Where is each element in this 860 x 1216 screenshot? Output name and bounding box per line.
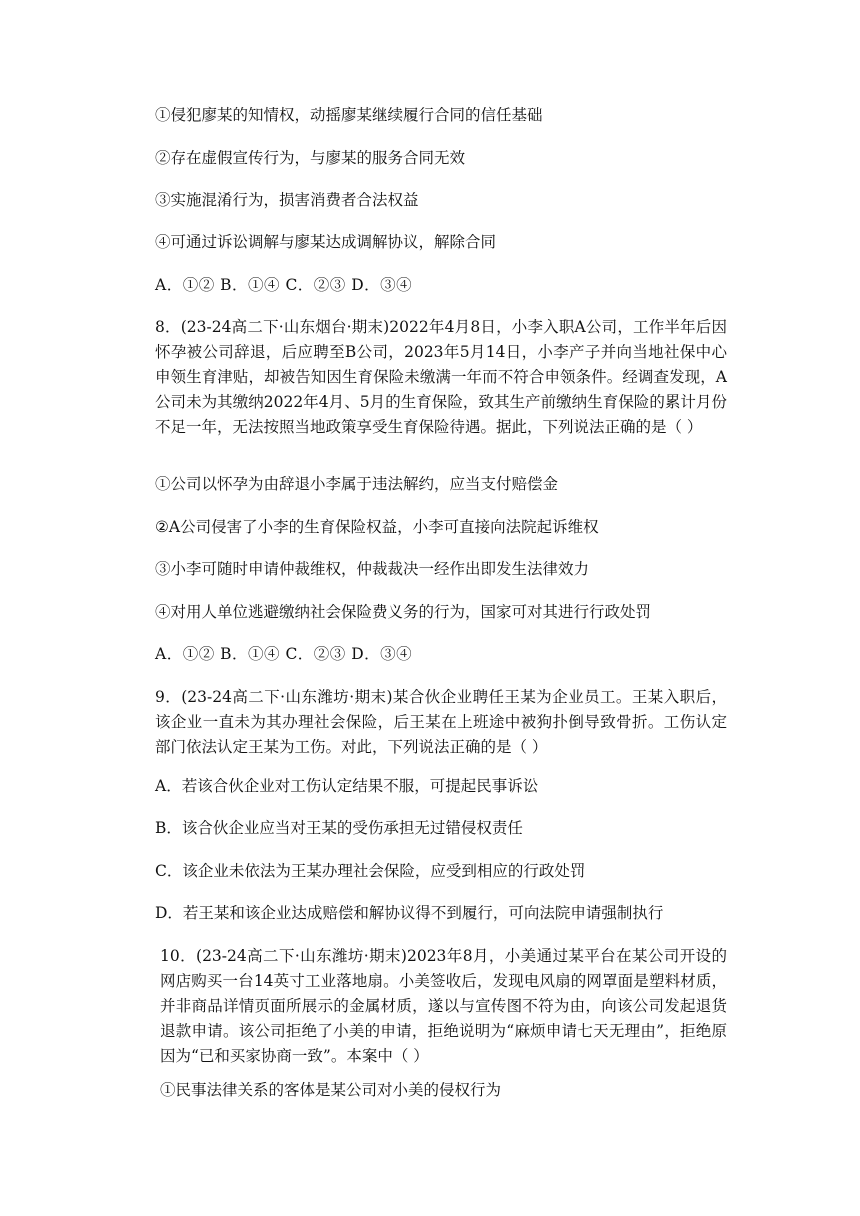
q10-stem: 10．(23-24高二下·山东潍坊·期末)2023年8月，小美通过某平台在某公司开设的网店购买一台14英寸工业落地扇。小美签收后，发现电风扇的网罩面是塑料材质，并非商品详情页面所展示的金属材质，遂以与宣传图不符为由，向该公司发起退货退款申请。该公司拒绝了小美的申请，拒绝说明为“麻烦申请七天无理由”，拒绝原因为“已和买家协商一致”。本案中（ ） <box>160 947 727 1065</box>
q7-option-3: ③实施混淆行为，损害消费者合法权益 <box>155 191 419 209</box>
q7-option-2: ②存在虚假宣传行为，与廖某的服务合同无效 <box>155 149 466 167</box>
q7-option-1: ①侵犯廖某的知情权，动摇廖某继续履行合同的信任基础 <box>155 106 543 124</box>
q8-answer-choices: A．①② B．①④ C．②③ D．③④ <box>155 645 413 663</box>
q8-option-3: ③小李可随时申请仲裁维权，仲裁裁决一经作出即发生法律效力 <box>155 560 590 578</box>
q9-option-b: B．该合伙企业应当对王某的受伤承担无过错侵权责任 <box>155 819 523 837</box>
q7-answer-choices: A．①② B．①④ C．②③ D．③④ <box>155 276 413 294</box>
q7-option-4: ④可通过诉讼调解与廖某达成调解协议，解除合同 <box>155 233 497 251</box>
q8-option-2: ②A公司侵害了小李的生育保险权益，小李可直接向法院起诉维权 <box>155 518 599 536</box>
q8-option-1: ①公司以怀孕为由辞退小李属于违法解约，应当支付赔偿金 <box>155 475 559 493</box>
q9-option-c: C．该企业未依法为王某办理社会保险，应受到相应的行政处罚 <box>155 862 586 880</box>
q9-option-a: A．若该合伙企业对工伤认定结果不服，可提起民事诉讼 <box>155 777 539 795</box>
q9-option-d: D．若王某和该企业达成赔偿和解协议得不到履行，可向法院申请强制执行 <box>155 904 664 922</box>
q8-stem: 8．(23-24高二下·山东烟台·期末)2022年4月8日，小李入职A公司，工作半年后因怀孕被公司辞退，后应聘至B公司，2023年5月14日，小李产子并向当地社保中心申领生育津贴，却被告知因生育保险未缴满一年而不符合申领条件。经调查发现，A公司未为其缴纳2022年4月、5月的生育保险，致其生产前缴纳生育保险的累计月份不足一年，无法按照当地政策享受生育保险待遇。据此，下列说法正确的是（ ） <box>155 318 727 436</box>
q9-stem: 9．(23-24高二下·山东潍坊·期末)某合伙企业聘任王某为企业员工。王某入职后，该企业一直未为其办理社会保险，后王某在上班途中被狗扑倒导致骨折。工伤认定部门依法认定王某为工伤。对此，下列说法正确的是（ ） <box>155 688 727 756</box>
q8-option-4: ④对用人单位逃避缴纳社会保险费义务的行为，国家可对其进行行政处罚 <box>155 603 652 621</box>
q10-option-1: ①民事法律关系的客体是某公司对小美的侵权行为 <box>160 1081 502 1099</box>
